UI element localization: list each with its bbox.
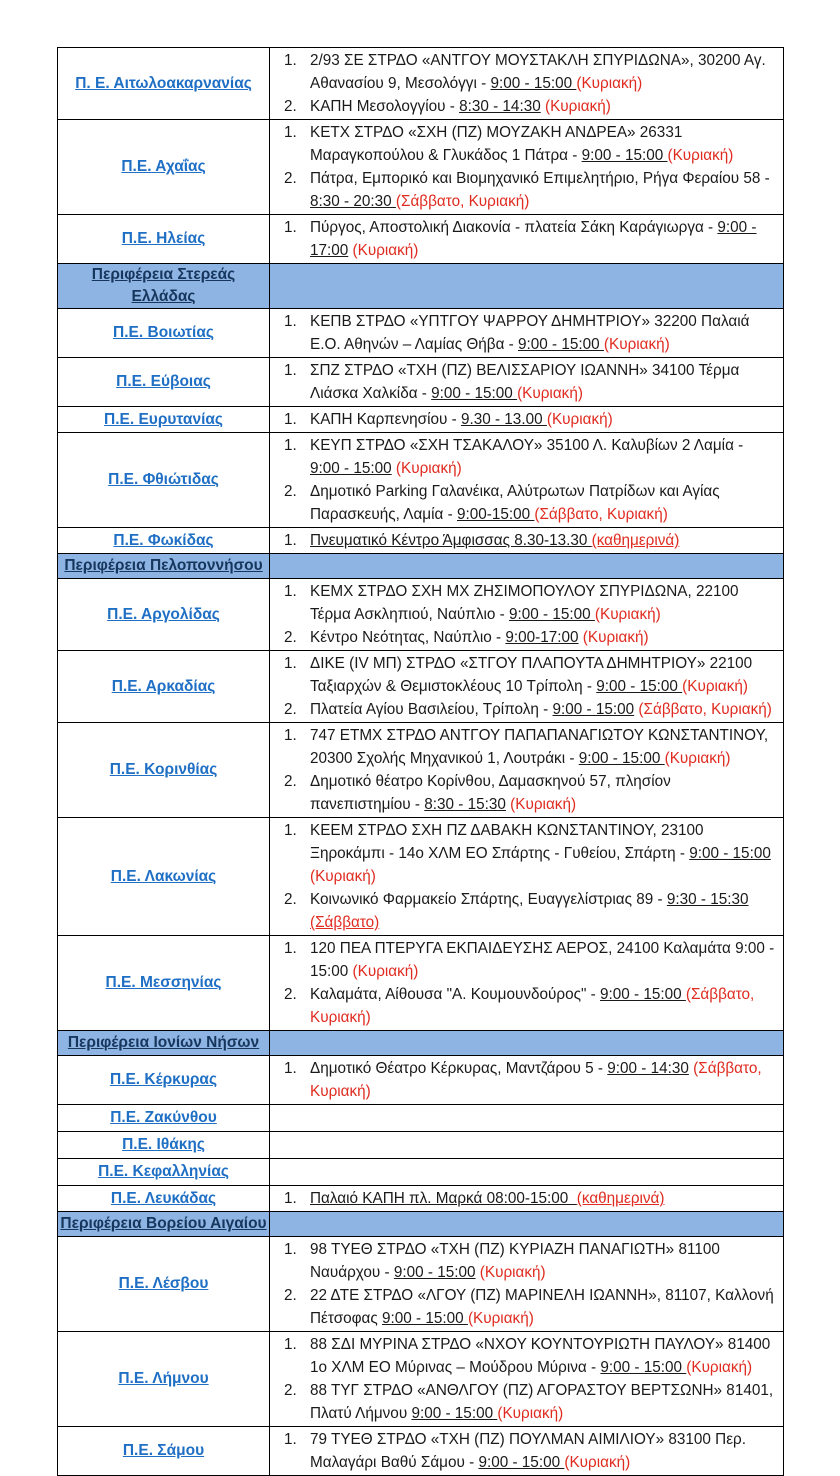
text-segment: 747 ΕΤΜΧ ΣΤΡΔΟ ΑΝΤΓΟΥ ΠΑΠΑΠΑΝΑΓΙΩΤΟΥ ΚΩΝΣΤΑΝΤΙΝΟΥ, 20300 Σχολής Μηχανικού 1, Λουτράκι - — [310, 727, 769, 767]
text-segment: Δημοτικό θέατρο Κορίνθου, Δαμασκηνού 57, πλησίον πανεπιστημίου - — [310, 773, 671, 813]
text-segment: Παλαιό ΚΑΠΗ πλ. Μαρκά 08:00-15:00 — [310, 1190, 577, 1207]
section-title: Περιφέρεια Βορείου Αιγαίου — [60, 1215, 267, 1232]
item-text — [310, 529, 779, 552]
region-label-cell — [58, 579, 270, 651]
locations-cell — [270, 1056, 784, 1105]
text-segment: (Κυριακή) — [467, 1310, 534, 1327]
text-segment: (Κυριακή) — [391, 460, 462, 477]
text-segment: 9:00 - 15:00 — [431, 385, 518, 402]
item-number: 1. — [284, 1241, 297, 1258]
text-segment: 9:00 - 15:00 — [600, 1359, 687, 1376]
text-segment: (καθημερινά) — [576, 1190, 665, 1207]
text-segment: Κοινωνικό Φαρμακείο Σπάρτης, Ευαγγελίστριας 89 - — [310, 891, 667, 908]
section-label-cell — [58, 1031, 270, 1056]
text-segment: (καθημερινά) — [591, 532, 680, 549]
item-text — [310, 698, 779, 721]
text-segment: (Κυριακή) — [505, 796, 577, 813]
section-label-cell — [58, 554, 270, 579]
list-item — [270, 1284, 779, 1330]
region-name: Π.Ε. Φθιώτιδας — [108, 471, 219, 488]
locations-cell — [270, 1237, 784, 1332]
item-number: 1. — [284, 1431, 297, 1448]
text-segment: (Κυριακή) — [352, 963, 419, 980]
list-item — [270, 49, 779, 95]
text-segment: 120 ΠΕΑ ΠΤΕΡΥΓΑ ΕΚΠΑΙΔΕΥΣΗΣ ΑΕΡΟΣ, 24100 Καλαμάτα 9:00 - 15:00 — [310, 940, 775, 980]
item-number: 1. — [284, 822, 297, 839]
text-segment: 9:30 - 15:30 — [666, 891, 749, 908]
region-label-cell — [58, 433, 270, 528]
item-number: 1. — [284, 1190, 297, 1207]
text-segment: ΚΕΥΠ ΣΤΡΔΟ «ΣΧΗ ΤΣΑΚΑΛΟΥ» 35100 Λ. Καλυβίων 2 Λαμία - — [310, 437, 744, 454]
list-item — [270, 529, 779, 552]
item-text — [310, 49, 779, 95]
text-segment: 98 ΤΥΕΘ ΣΤΡΔΟ «ΤΧΗ (ΠΖ) ΚΥΡΙΑΖΗ ΠΑΝΑΓΙΩΤΗ» 81100 Ναυάρχου - — [310, 1241, 720, 1281]
locations-cell — [270, 723, 784, 818]
list-item — [270, 1238, 779, 1284]
region-row — [58, 215, 784, 264]
text-segment: (Κυριακή) — [540, 98, 611, 115]
region-label-cell — [58, 1332, 270, 1427]
list-item — [270, 652, 779, 698]
region-row — [58, 433, 784, 528]
section-row — [58, 1031, 784, 1056]
list-item — [270, 167, 779, 213]
region-name: Π.Ε. Σάμου — [122, 1442, 205, 1459]
region-label-cell — [58, 48, 270, 120]
region-row — [58, 1427, 784, 1476]
text-segment: (Κυριακή) — [310, 868, 376, 885]
item-text — [310, 216, 779, 262]
item-text — [310, 1187, 779, 1210]
item-number: 2. — [284, 773, 297, 790]
text-segment: ΚΕΜΧ ΣΤΡΔΟ ΣΧΗ ΜΧ ΖΗΣΙΜΟΠΟΥΛΟΥ ΣΠΥΡΙΔΩΝΑ, 22100 Τέρμα Ασκληπιού, Ναύπλιο - — [310, 583, 739, 623]
locations-cell — [270, 120, 784, 215]
locations-cell — [270, 936, 784, 1031]
section-title: Περιφέρεια Ιονίων Νήσων — [67, 1034, 260, 1051]
locations-cell — [270, 48, 784, 120]
section-label-cell — [58, 264, 270, 309]
item-text — [310, 888, 779, 934]
text-segment: 9:00-15:00 — [456, 506, 535, 523]
region-name: Π.Ε. Κέρκυρας — [109, 1071, 218, 1088]
region-name: Π.Ε. Εύβοιας — [116, 373, 211, 390]
locations-cell — [270, 215, 784, 264]
text-segment: 9:00 - 15:00 — [578, 750, 665, 767]
list-item — [270, 937, 779, 983]
region-label-cell — [58, 407, 270, 433]
item-text — [310, 121, 779, 167]
item-number: 1. — [284, 313, 297, 330]
item-number: 1. — [284, 532, 297, 549]
region-label-cell — [58, 528, 270, 554]
region-row — [58, 1056, 784, 1105]
item-number: 2. — [284, 1287, 297, 1304]
item-number: 2. — [284, 629, 297, 646]
text-segment: 9:00 - 15:00 — [599, 986, 686, 1003]
list-item — [270, 359, 779, 405]
list-item — [270, 434, 779, 480]
locations-cell — [270, 818, 784, 936]
item-number: 1. — [284, 940, 297, 957]
region-row — [58, 579, 784, 651]
item-text — [310, 408, 779, 431]
text-segment: (Κυριακή) — [594, 606, 661, 623]
text-segment: 9:00 - 15:00 — [689, 845, 771, 862]
locations-cell — [270, 358, 784, 407]
region-row — [58, 1237, 784, 1332]
text-segment: 9:00 - 15:00 — [581, 147, 668, 164]
region-label-cell — [58, 1132, 270, 1159]
region-label-cell — [58, 723, 270, 818]
list-item — [270, 216, 779, 262]
list-item — [270, 1428, 779, 1474]
region-name: Π.Ε. Λακωνίας — [110, 867, 217, 885]
region-name: Π.Ε. Λήμνου — [118, 1370, 209, 1387]
text-segment: 9:00 - 15:00 — [382, 1310, 468, 1327]
locations-cell — [270, 1427, 784, 1476]
item-text — [310, 167, 779, 213]
text-segment: Πάτρα, Εμπορικό και Βιομηχανικό Επιμελητήριο, Ρήγα Φεραίου 58 - — [310, 170, 770, 187]
region-name: Π.Ε. Αχαΐας — [121, 158, 206, 175]
region-label-cell — [58, 358, 270, 407]
item-text — [310, 1057, 779, 1103]
text-segment: 9:00-17:00 — [505, 629, 579, 646]
item-text — [310, 95, 779, 118]
item-number: 1. — [284, 727, 297, 744]
text-segment: 8:30 - 14:30 — [459, 98, 541, 115]
region-row — [58, 936, 784, 1031]
text-segment: (Σάββατο, Κυριακή) — [310, 1060, 762, 1100]
region-row — [58, 309, 784, 358]
region-row — [58, 1132, 784, 1159]
section-empty-cell — [270, 1212, 784, 1237]
text-segment: 9:00 - 15:00 — [508, 606, 595, 623]
text-segment: (Κυριακή) — [517, 385, 583, 402]
region-label-cell — [58, 1186, 270, 1212]
region-label-cell — [58, 1056, 270, 1105]
region-name: Π.Ε. Αρκαδίας — [111, 677, 216, 695]
text-segment: (Κυριακή) — [348, 242, 419, 259]
text-segment: (Κυριακή) — [564, 1454, 631, 1471]
item-number: 2. — [284, 986, 297, 1003]
list-item — [270, 724, 779, 770]
region-row — [58, 407, 784, 433]
region-name: Π.Ε. Ιθάκης — [122, 1136, 205, 1153]
text-segment: (Σάββατο) — [310, 914, 380, 931]
region-label-cell — [58, 1427, 270, 1476]
list-item — [270, 580, 779, 626]
region-row — [58, 723, 784, 818]
item-text — [310, 580, 779, 626]
list-item — [270, 1379, 779, 1425]
item-text — [310, 819, 779, 888]
region-row — [58, 651, 784, 723]
item-number: 2. — [284, 701, 297, 718]
locations-cell — [270, 1132, 784, 1159]
text-segment: (Σάββατο, Κυριακή) — [310, 986, 755, 1026]
text-segment: Πλατεία Αγίου Βασιλείου, Τρίπολη - — [310, 701, 553, 718]
section-label-cell — [58, 1212, 270, 1237]
region-name: Π.Ε. Ηλείας — [121, 230, 206, 247]
item-text — [310, 652, 779, 698]
item-number: 2. — [284, 891, 297, 908]
region-name: Π. Ε. Αιτωλοακαρνανίας — [75, 74, 252, 92]
item-number: 1. — [284, 52, 297, 69]
item-number: 1. — [284, 124, 297, 141]
region-name: Π.Ε. Ευρυτανίας — [104, 410, 223, 428]
list-item — [270, 1057, 779, 1103]
text-segment: ΣΠΖ ΣΤΡΔΟ «ΤΧΗ (ΠΖ) ΒΕΛΙΣΣΑΡΙΟΥ ΙΩΑΝΝΗ» 34100 Τέρμα Λιάσκα Χαλκίδα - — [310, 362, 740, 402]
region-label-cell — [58, 1159, 270, 1186]
region-label-cell — [58, 215, 270, 264]
text-segment: (Κυριακή) — [682, 678, 749, 695]
item-text — [310, 937, 779, 983]
list-item — [270, 888, 779, 934]
section-row — [58, 554, 784, 579]
list-item — [270, 983, 779, 1029]
locations-cell — [270, 651, 784, 723]
text-segment: (Κυριακή) — [497, 1405, 564, 1422]
text-segment: 9:00 - 15:00 — [596, 678, 683, 695]
text-segment: 9:00 - 15:00 — [478, 1454, 565, 1471]
text-segment: 79 ΤΥΕΘ ΣΤΡΔΟ «ΤΧΗ (ΠΖ) ΠΟΥΛΜΑΝ ΑΙΜΙΛΙΟΥ» 83100 Περ. Μαλαγάρι Βαθύ Σάμου - — [310, 1431, 746, 1471]
item-number: 1. — [284, 583, 297, 600]
region-label-cell — [58, 818, 270, 936]
text-segment: 9:00 - 15:00 — [393, 1264, 476, 1281]
list-item — [270, 626, 779, 649]
item-text — [310, 1333, 779, 1379]
text-segment: 9:00 - 15:00 — [552, 701, 635, 718]
item-text — [310, 434, 779, 480]
region-name: Π.Ε. Μεσσηνίας — [105, 974, 222, 991]
region-name: Π.Ε. Βοιωτίας — [113, 324, 214, 341]
region-name: Π.Ε. Λευκάδας — [110, 1189, 217, 1207]
item-number: 1. — [284, 411, 297, 428]
list-item — [270, 121, 779, 167]
text-segment: 22 ΔΤΕ ΣΤΡΔΟ «ΛΓΟΥ (ΠΖ) ΜΑΡΙΝΕΛΗ ΙΩΑΝΝΗ», 81107, Καλλονή Πέτσοφας — [310, 1287, 774, 1327]
item-number: 2. — [284, 170, 297, 187]
item-text — [310, 310, 779, 356]
list-item — [270, 770, 779, 816]
text-segment: (Σάββατο, Κυριακή) — [534, 506, 668, 523]
text-segment: (Κυριακή) — [475, 1264, 546, 1281]
section-empty-cell — [270, 264, 784, 309]
region-name: Π.Ε. Ζακύνθου — [110, 1109, 217, 1126]
locations-cell — [270, 528, 784, 554]
text-segment: 9.30 - 13.00 — [460, 411, 547, 428]
region-label-cell — [58, 309, 270, 358]
list-item — [270, 480, 779, 526]
section-title: Περιφέρεια Πελοποννήσου — [64, 557, 263, 574]
list-item — [270, 1333, 779, 1379]
text-segment: 9:00 - 15:00 — [490, 75, 577, 92]
region-row — [58, 818, 784, 936]
text-segment: 88 ΤΥΓ ΣΤΡΔΟ «ΑΝΘΛΓΟΥ (ΠΖ) ΑΓΟΡΑΣΤΟΥ ΒΕΡΤΣΩΝΗ» 81401, Πλατύ Λήμνου — [310, 1382, 774, 1422]
list-item — [270, 310, 779, 356]
text-segment: 8:30 - 15:30 — [424, 796, 506, 813]
text-segment: 9:00 - 15:00 — [310, 460, 392, 477]
section-title: Περιφέρεια Στερεάς Ελλάδας — [91, 266, 236, 305]
item-text — [310, 359, 779, 405]
item-text — [310, 626, 779, 649]
text-segment: ΚΕΠΒ ΣΤΡΔΟ «ΥΠΤΓΟΥ ΨΑΡΡΟΥ ΔΗΜΗΤΡΙΟΥ» 32200 Παλαιά Ε.Ο. Αθηνών – Λαμίας Θήβα - — [310, 313, 750, 353]
text-segment: Κέντρο Νεότητας, Ναύπλιο - — [310, 629, 506, 646]
text-segment: Καλαμάτα, Αίθουσα "Α. Κουμουνδούρος" - — [310, 986, 600, 1003]
item-number: 1. — [284, 1060, 297, 1077]
text-segment: ΚΑΠΗ Καρπενησίου - — [310, 411, 461, 428]
list-item — [270, 1187, 779, 1210]
text-segment: 9:00 - 15:00 — [518, 336, 604, 353]
item-text — [310, 1284, 779, 1330]
region-label-cell — [58, 936, 270, 1031]
locations-cell — [270, 309, 784, 358]
item-text — [310, 770, 779, 816]
text-segment: ΚΑΠΗ Μεσολογγίου - — [310, 98, 460, 115]
schedule-table — [57, 47, 784, 1476]
item-text — [310, 480, 779, 526]
text-segment: (Κυριακή) — [546, 411, 613, 428]
item-number: 1. — [284, 362, 297, 379]
region-row — [58, 528, 784, 554]
item-text — [310, 724, 779, 770]
region-row — [58, 1332, 784, 1427]
region-row — [58, 1159, 784, 1186]
region-name: Π.Ε. Λέσβου — [118, 1275, 209, 1292]
region-label-cell — [58, 651, 270, 723]
text-segment: (Κυριακή) — [578, 629, 649, 646]
item-text — [310, 983, 779, 1029]
locations-cell — [270, 433, 784, 528]
locations-cell — [270, 1105, 784, 1132]
list-item — [270, 819, 779, 888]
region-name: Π.Ε. Αργολίδας — [107, 605, 220, 623]
region-label-cell — [58, 1237, 270, 1332]
item-number: 2. — [284, 483, 297, 500]
text-segment: Δημοτικό Θέατρο Κέρκυρας, Μαντζάρου 5 - — [310, 1060, 608, 1077]
item-text — [310, 1238, 779, 1284]
item-number: 2. — [284, 1382, 297, 1399]
region-row — [58, 48, 784, 120]
text-segment: (Σάββατο, Κυριακή) — [634, 701, 772, 718]
item-number: 1. — [284, 437, 297, 454]
text-segment: (Κυριακή) — [664, 750, 731, 767]
section-empty-cell — [270, 1031, 784, 1056]
region-row — [58, 358, 784, 407]
doc-table-body — [58, 48, 784, 1476]
section-row — [58, 264, 784, 309]
item-number: 1. — [284, 219, 297, 236]
region-label-cell — [58, 1105, 270, 1132]
text-segment: (Κυριακή) — [603, 336, 670, 353]
locations-cell — [270, 579, 784, 651]
text-segment: 9:00 - 17:00 — [310, 219, 757, 259]
text-segment: (Κυριακή) — [576, 75, 643, 92]
section-row — [58, 1212, 784, 1237]
region-name: Π.Ε. Κορινθίας — [109, 761, 218, 778]
locations-cell — [270, 1332, 784, 1427]
region-row — [58, 1105, 784, 1132]
section-empty-cell — [270, 554, 784, 579]
text-segment: Δημοτικό Parking Γαλανέικα, Αλύτρωτων Πατρίδων και Αγίας Παρασκευής, Λαμία - — [310, 483, 720, 523]
text-segment: 8:30 - 20:30 — [310, 193, 396, 210]
list-item — [270, 95, 779, 118]
text-segment: Πύργος, Αποστολική Διακονία - πλατεία Σάκη Καράγιωργα - — [310, 219, 718, 236]
list-item — [270, 698, 779, 721]
text-segment: 9:00 - 14:30 — [607, 1060, 689, 1077]
text-segment: ΚΕΕΜ ΣΤΡΔΟ ΣΧΗ ΠΖ ΔΑΒΑΚΗ ΚΩΝΣΤΑΝΤΙΝΟΥ, 23100 Ξηροκάμπι - 14ο ΧΛΜ ΕΟ Σπάρτης - Γυθείου, Σπάρτη - — [310, 822, 704, 862]
locations-cell — [270, 1186, 784, 1212]
text-segment: (Σάββατο, Κυριακή) — [395, 193, 530, 210]
locations-cell — [270, 407, 784, 433]
item-text — [310, 1379, 779, 1425]
region-row — [58, 120, 784, 215]
text-segment: 88 ΣΔΙ ΜΥΡΙΝΑ ΣΤΡΔΟ «ΝΧΟΥ ΚΟΥΝΤΟΥΡΙΩΤΗ ΠΑΥΛΟΥ» 81400 1ο ΧΛΜ ΕΟ Μύρινας – Μούδρου Μύρινα - — [310, 1336, 771, 1376]
region-name: Π.Ε. Φωκίδας — [113, 531, 214, 549]
text-segment: ΔΙΚΕ (IV ΜΠ) ΣΤΡΔΟ «ΣΤΓΟΥ ΠΛΑΠΟΥΤΑ ΔΗΜΗΤΡΙΟΥ» 22100 Ταξιαρχών & Θεμιστοκλέους 10 Τρίπολη - — [310, 655, 753, 695]
item-text — [310, 1428, 779, 1474]
region-name: Π.Ε. Κεφαλληνίας — [98, 1163, 229, 1180]
text-segment: 2/93 ΣΕ ΣΤΡΔΟ «ΑΝΤΓΟΥ ΜΟΥΣΤΑΚΛΗ ΣΠΥΡΙΔΩΝΑ», 30200 Αγ. Αθανασίου 9, Μεσολόγγι - — [310, 52, 766, 92]
item-number: 2. — [284, 98, 297, 115]
text-segment: (Κυριακή) — [667, 147, 734, 164]
text-segment: 9:00 - 15:00 — [411, 1405, 498, 1422]
region-row — [58, 1186, 784, 1212]
list-item — [270, 408, 779, 431]
item-number: 1. — [284, 1336, 297, 1353]
text-segment: Πνευματικό Κέντρο Άμφισσας 8.30-13.30 — [310, 532, 592, 549]
text-segment: (Κυριακή) — [686, 1359, 753, 1376]
text-segment: ΚΕΤΧ ΣΤΡΔΟ «ΣΧΗ (ΠΖ) ΜΟΥΖΑΚΗ ΑΝΔΡΕΑ» 26331 Μαραγκοπούλου & Γλυκάδος 1 Πάτρα - — [310, 124, 683, 164]
region-label-cell — [58, 120, 270, 215]
locations-cell — [270, 1159, 784, 1186]
item-number: 1. — [284, 655, 297, 672]
